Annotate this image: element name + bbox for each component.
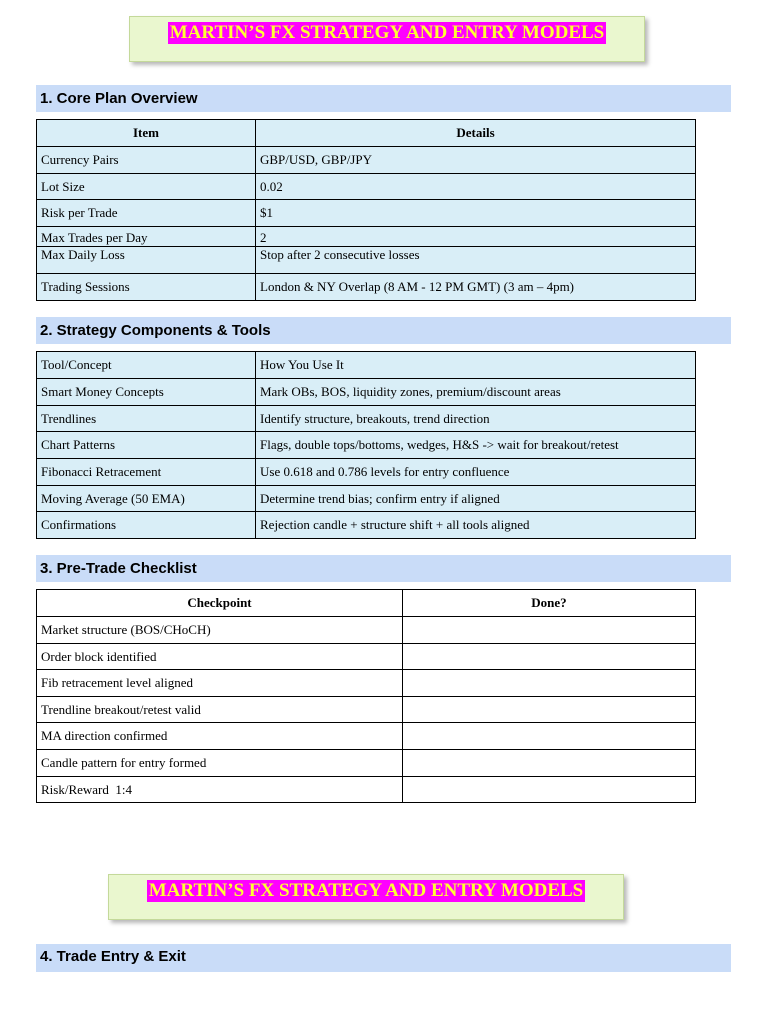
details-cell: GBP/USD, GBP/JPY <box>256 147 696 174</box>
details-cell: Stop after 2 consecutive losses <box>256 247 696 274</box>
table-row <box>37 670 696 697</box>
table-row <box>37 617 696 644</box>
tool-cell: Chart Patterns <box>37 432 256 459</box>
tool-cell: Moving Average (50 EMA) <box>37 486 256 512</box>
table-row <box>37 697 696 723</box>
details-cell: $1 <box>256 200 696 227</box>
item-cell: Currency Pairs <box>37 147 256 174</box>
tool-cell: Trendlines <box>37 406 256 432</box>
table-row <box>37 406 696 432</box>
done-cell[interactable] <box>403 750 696 777</box>
details-cell: 0.02 <box>256 174 696 200</box>
table-row <box>37 147 696 174</box>
table-row <box>37 459 696 486</box>
done-cell[interactable] <box>403 617 696 644</box>
section-heading-trade-entry-exit: 4. Trade Entry & Exit <box>36 944 731 972</box>
table-row <box>37 777 696 803</box>
done-cell[interactable] <box>403 697 696 723</box>
checkpoint-cell: Trendline breakout/retest valid <box>37 697 403 723</box>
pre-trade-checklist-table <box>36 589 696 803</box>
table-row <box>37 750 696 777</box>
usage-cell: How You Use It <box>256 352 696 379</box>
table-row <box>37 432 696 459</box>
column-header-item: Item <box>37 120 256 147</box>
column-header-details: Details <box>256 120 696 147</box>
checkpoint-cell: Order block identified <box>37 644 403 670</box>
table-row <box>37 512 696 539</box>
section-heading-strategy-tools: 2. Strategy Components & Tools <box>36 317 731 344</box>
checkpoint-cell: Fib retracement level aligned <box>37 670 403 697</box>
column-header-checkpoint: Checkpoint <box>37 590 403 617</box>
usage-cell: Identify structure, breakouts, trend direction <box>256 406 696 432</box>
item-cell: Risk per Trade <box>37 200 256 227</box>
document-title: MARTIN’S FX STRATEGY AND ENTRY MODELS <box>148 880 584 901</box>
checkpoint-cell: Risk/Reward 1:4 <box>37 777 403 803</box>
table-row <box>37 723 696 750</box>
details-cell: 2 <box>256 227 696 247</box>
table-row <box>37 227 696 247</box>
document-title: MARTIN’S FX STRATEGY AND ENTRY MODELS <box>169 22 605 43</box>
tool-cell: Confirmations <box>37 512 256 539</box>
done-cell[interactable] <box>403 670 696 697</box>
item-cell: Max Trades per Day <box>37 227 256 247</box>
table-row <box>37 174 696 200</box>
table-row <box>37 644 696 670</box>
checkpoint-cell: Market structure (BOS/CHoCH) <box>37 617 403 644</box>
column-header-done: Done? <box>403 590 696 617</box>
tool-cell: Smart Money Concepts <box>37 379 256 406</box>
tool-cell: Tool/Concept <box>37 352 256 379</box>
checkpoint-cell: MA direction confirmed <box>37 723 403 750</box>
section-heading-core-plan: 1. Core Plan Overview <box>36 85 731 112</box>
table-row <box>37 247 696 274</box>
item-cell: Max Daily Loss <box>37 247 256 274</box>
table-row <box>37 274 696 301</box>
tool-cell: Fibonacci Retracement <box>37 459 256 486</box>
table-header-row <box>37 590 696 617</box>
done-cell[interactable] <box>403 777 696 803</box>
checkpoint-cell: Candle pattern for entry formed <box>37 750 403 777</box>
usage-cell: Use 0.618 and 0.786 levels for entry confluence <box>256 459 696 486</box>
item-cell: Lot Size <box>37 174 256 200</box>
table-row <box>37 352 696 379</box>
table-row <box>37 200 696 227</box>
strategy-tools-table <box>36 351 696 539</box>
details-cell: London & NY Overlap (8 AM - 12 PM GMT) (3 am – 4pm) <box>256 274 696 301</box>
document-title-box-page-2 <box>108 874 624 920</box>
usage-cell: Mark OBs, BOS, liquidity zones, premium/discount areas <box>256 379 696 406</box>
table-row <box>37 486 696 512</box>
done-cell[interactable] <box>403 723 696 750</box>
done-cell[interactable] <box>403 644 696 670</box>
core-plan-table <box>36 119 696 301</box>
usage-cell: Determine trend bias; confirm entry if aligned <box>256 486 696 512</box>
section-heading-pre-trade-checklist: 3. Pre-Trade Checklist <box>36 555 731 582</box>
usage-cell: Flags, double tops/bottoms, wedges, H&S -> wait for breakout/retest <box>256 432 696 459</box>
item-cell: Trading Sessions <box>37 274 256 301</box>
usage-cell: Rejection candle + structure shift + all tools aligned <box>256 512 696 539</box>
table-header-row <box>37 120 696 147</box>
table-row <box>37 379 696 406</box>
document-title-box <box>129 16 645 62</box>
